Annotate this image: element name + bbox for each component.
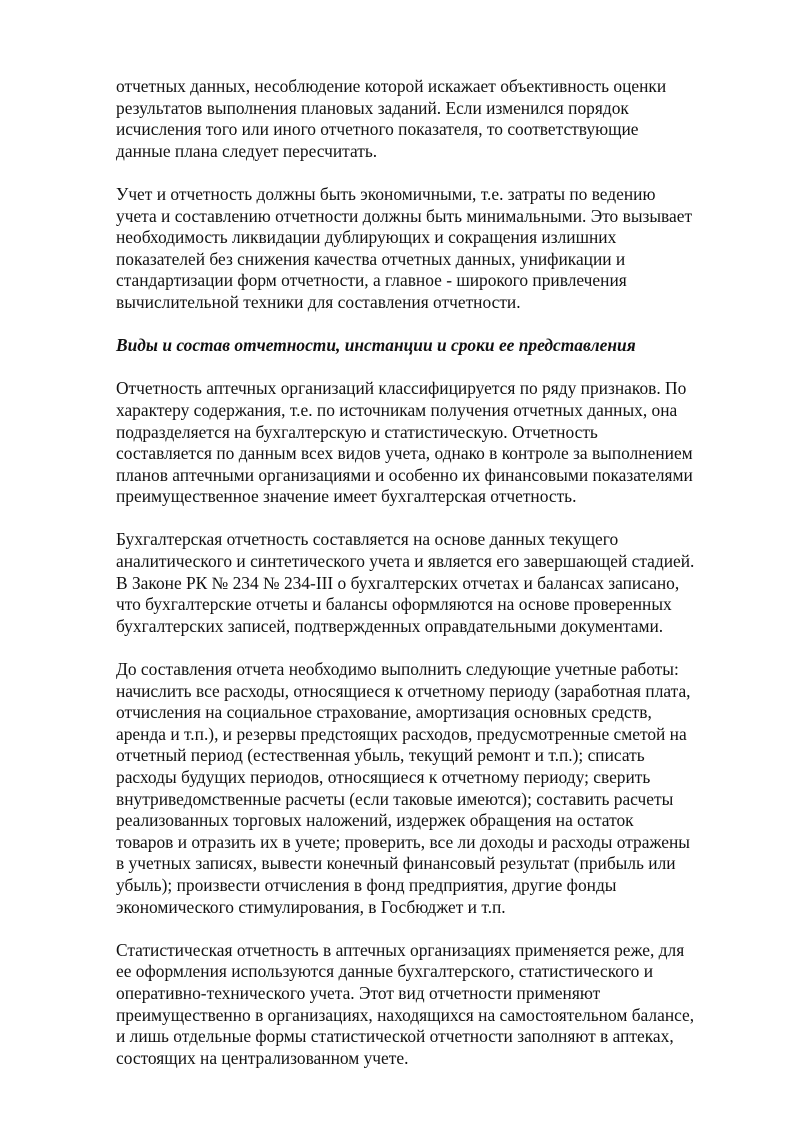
paragraph-statistical-reports: Статистическая отчетность в аптечных организациях применяется реже, для ее оформления используются данные бухгалтерского, статистического и оперативно-технического учета. Этот вид отчетности применяют преимущественно в организациях, находящихся на самостоятельном балансе, и лишь отдельные формы статистической отчетности заполняют в аптеках, состоящих на централизованном учете. (116, 939, 695, 1068)
paragraph-preparation-work: До составления отчета необходимо выполнить следующие учетные работы: начислить все расходы, относящиеся к отчетному периоду (заработная плата, отчисления на социальное страхование, амортизация основных средств, аренда и т.п.), и резервы предстоящих расходов, предусмотренные сметой на отчетный период (естественная убыль, текущий ремонт и т.п.); списать расходы будущих периодов, относящиеся к отчетному периоду; сверить внутриведомственные расчеты (если таковые имеются); составить расчеты реализованных торговых наложений, издержек обращения на остаток товаров и отразить их в учете; проверить, все ли доходы и расходы отражены в учетных записях, вывести конечный финансовый результат (прибыль или убыль); произвести отчисления в фонд предприятия, другие фонды экономического стимулирования, в Госбюджет и т.п. (116, 659, 691, 917)
section-heading: Виды и состав отчетности, инстанции и сроки ее представления (116, 335, 636, 356)
paragraph-data-objectivity: отчетных данных, несоблюдение которой искажает объективность оценки результатов выполнения плановых заданий. Если изменился порядок исчисления того или иного отчетного показателя, то соответствующие данные плана следует пересчитать. (116, 76, 667, 161)
paragraph-accounting-reports: Бухгалтерская отчетность составляется на основе данных текущего аналитического и синтетического учета и является его завершающей стадией. В Законе РК № 234 № 234-III о бухгалтерских отчетах и балансах записано, что бухгалтерские отчеты и балансы оформляются на основе проверенных бухгалтерских записей, подтвержденных оправдательными документами. (116, 529, 695, 636)
document-page (116, 76, 746, 1091)
paragraph-economy: Учет и отчетность должны быть экономичными, т.е. затраты по ведению учета и составлению отчетности должны быть минимальными. Это вызывает необходимость ликвидации дублирующих и сокращения излишних показателей без снижения качества отчетных данных, унификации и стандартизации форм отчетности, а главное - широкого привлечения вычислительной техники для составления отчетности. (116, 183, 693, 312)
paragraph-classification: Отчетность аптечных организаций классифицируется по ряду признаков. По характеру содержания, т.е. по источникам получения отчетных данных, она подразделяется на бухгалтерскую и статистическую. Отчетность составляется по данным всех видов учета, однако в контроле за выполнением планов аптечными организациями и особенно их финансовыми показателями преимущественное значение имеет бухгалтерская отчетность. (116, 378, 693, 507)
